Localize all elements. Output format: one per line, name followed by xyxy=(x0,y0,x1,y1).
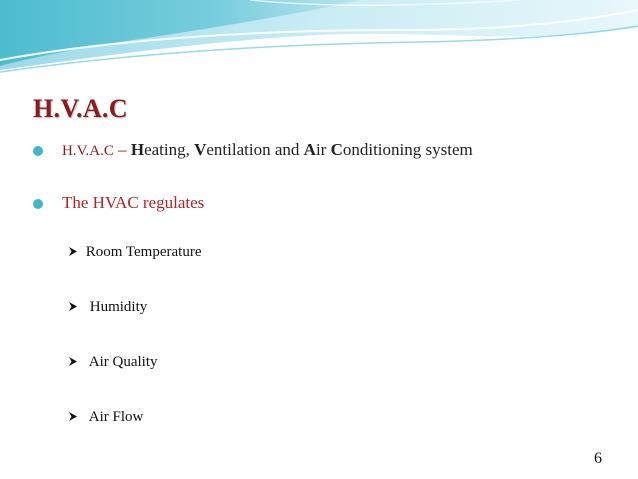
arrow-bullet-icon xyxy=(68,354,82,371)
definition-abbr: H.V.A.C xyxy=(62,143,114,159)
list-item-label: Room Temperature xyxy=(85,244,202,260)
definition-c-rest: onditioning system xyxy=(342,140,473,159)
definition-dash: – xyxy=(113,140,131,159)
header-wave-decoration xyxy=(0,0,638,80)
page-number: 6 xyxy=(594,450,602,467)
list-item xyxy=(68,244,201,261)
definition-v-rest: entilation and xyxy=(206,140,304,159)
list-item xyxy=(68,354,158,371)
list-item-label: Air Quality xyxy=(88,354,158,370)
bullet-dot-icon xyxy=(33,199,43,209)
definition-a-bold: A xyxy=(303,140,316,159)
regulates-line: The HVAC regulates xyxy=(62,193,205,212)
definition-line xyxy=(62,140,473,160)
bullet-dot-icon xyxy=(33,146,43,156)
definition-c-bold: C xyxy=(330,140,343,159)
list-item xyxy=(68,409,143,426)
arrow-bullet-icon xyxy=(68,409,82,426)
list-item-label: Humidity xyxy=(89,299,148,315)
definition-text xyxy=(131,140,473,159)
list-item xyxy=(68,299,147,316)
slide-title: H.V.A.C xyxy=(33,94,128,123)
arrow-bullet-icon xyxy=(68,299,82,316)
definition-h-bold: H xyxy=(130,140,145,159)
definition-a-rest: ir xyxy=(315,140,331,159)
definition-v-bold: V xyxy=(194,140,207,159)
arrow-bullet-icon xyxy=(68,244,82,261)
list-item-label: Air Flow xyxy=(88,409,144,425)
definition-h-rest: eating, xyxy=(144,140,195,159)
